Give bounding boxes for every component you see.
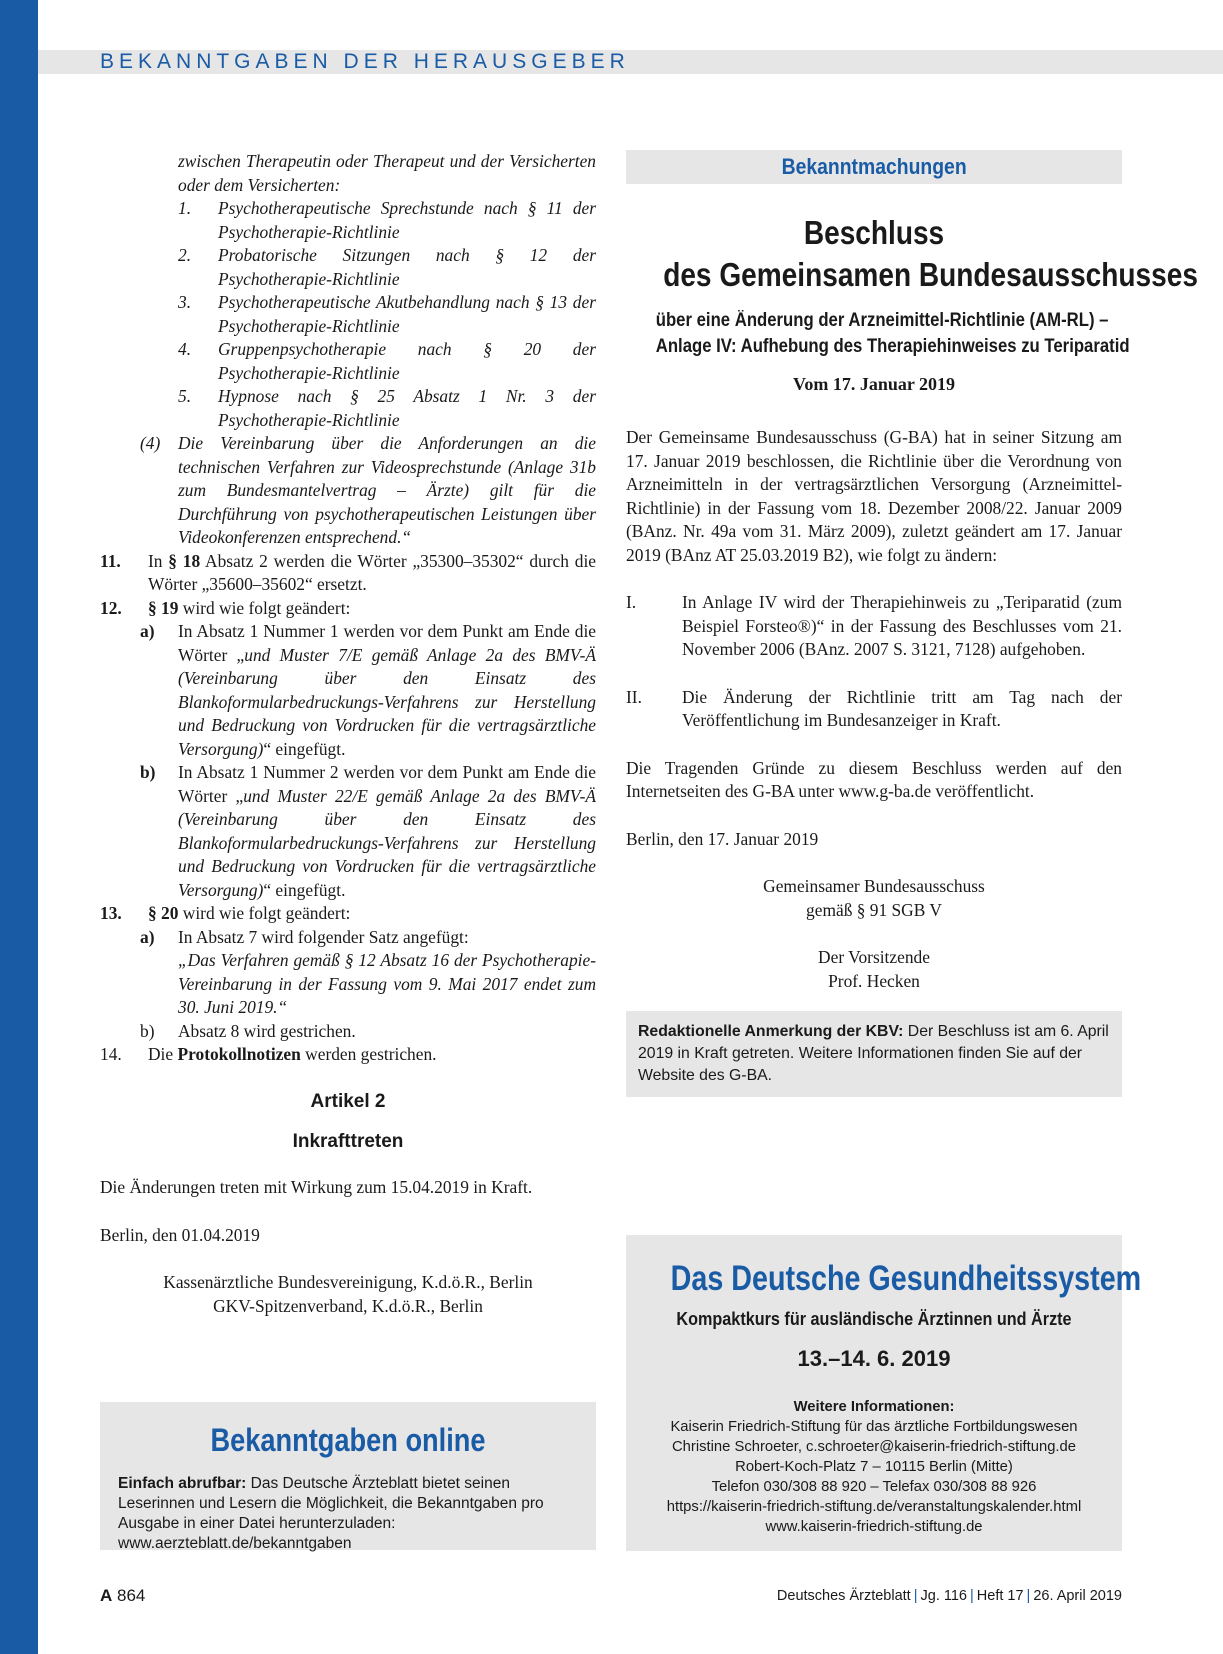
- course-info: Weitere Informationen: Kaiserin Friedrich-Stiftung für das ärztliche Fortbildungswesen Christine Schroeter, c.schroeter@kaiserin-friedrich-stiftung.de Robert-Koch-Platz 7 – 10115 Berlin (Mitte) Telefon 030/308 88 920 – Telefax 030/308 88 926 https://kaiserin-friedrich-stiftung.de/veranstaltungskalender.html www.kaiserin-friedrich-stiftung.de: [666, 1399, 1082, 1535]
- course-subtitle: Kompaktkurs für ausländische Ärztinnen und Ärzte: [676, 1309, 1072, 1329]
- page-number: A 864: [100, 1586, 146, 1605]
- resolution-subtitle-2: Anlage IV: Aufhebung des Therapiehinweises zu Teriparatid: [655, 336, 1130, 357]
- list-item: 2. Probatorische Sitzungen nach § 12 der Psychotherapie-Richtlinie: [178, 245, 596, 289]
- resolution-point-1: I. In Anlage IV wird der Therapiehinweis zu „Teriparatid (zum Beispiel Forsteo®)“ in der Fassung des Beschlusses vom 21. November 2006 (BAnz. 2007 S. 3121, 7128) aufgehoben.: [626, 592, 1122, 659]
- signature-gkv: GKV-Spitzenverband, K.d.ö.R., Berlin: [213, 1295, 483, 1316]
- course-title: Das Deutsche Gesundheitssystem: [670, 1259, 1142, 1298]
- editorial-note: Redaktionelle Anmerkung der KBV: Der Beschluss ist am 6. April 2019 in Kraft getreten. Weitere Informationen finden Sie auf der Website des G-BA.: [626, 1011, 1122, 1097]
- article-subtitle: Inkrafttreten: [292, 1130, 404, 1152]
- section-label: Bekanntmachungen: [781, 154, 967, 180]
- signature-name: Prof. Hecken: [828, 970, 920, 991]
- journal-info: Deutsches Ärzteblatt | Jg. 116 | Heft 17 | 26. April 2019: [776, 1588, 1122, 1604]
- resolution-subtitle-1: über eine Änderung der Arzneimittel-Richtlinie (AM-RL) –: [655, 310, 1109, 331]
- right-column: [626, 150, 1198, 1097]
- left-color-bar: [0, 0, 38, 1654]
- resolution-date: Vom 17. Januar 2019: [792, 374, 956, 394]
- online-text: Einfach abrufbar: Das Deutsche Ärzteblatt bietet seinen Leserinnen und Lesern die Möglichkeit, die Bekanntgaben pro Ausgabe in einer Datei herunterzuladen: www.aerzteblatt.de/bekanntgaben: [118, 1475, 544, 1552]
- item-12a: a) In Absatz 1 Nummer 1 werden vor dem Punkt am Ende die Wörter „und Muster 7/E gemäß Anlage 2a des BMV-Ä (Vereinbarung über den Einsatz des Blankoformularbedruckungs-Verfahrens zur Herstellung und Bedruckung von Vordrucken für die vertragsärztliche Versorgung)“ eingefügt.: [140, 621, 596, 759]
- item-13a: a) In Absatz 7 wird folgender Satz angefügt: „Das Verfahren gemäß § 12 Absatz 16 der Psychotherapie-Vereinbarung in der Fassung vom 9. Mai 2017 endet zum 30. Juni 2019.“: [140, 926, 596, 1017]
- place-date: Berlin, den 01.04.2019: [100, 1224, 260, 1245]
- reasons-text: Die Tragenden Gründe zu diesem Beschluss werden auf den Internetseiten des G-BA unter www.g-ba.de veröffentlicht.: [626, 757, 1122, 801]
- paragraph-4: (4) Die Vereinbarung über die Anforderungen an die technischen Verfahren zur Videosprechstunde (Anlage 31b zum Bundesmantelvertrag – Ärzte) gilt für die Durchführung von psychotherapeutischen Leistungen über Videokonferenzen entsprechend.“: [140, 433, 596, 547]
- item-13: 13. § 20 wird wie folgt geändert:: [100, 903, 351, 923]
- left-closing: [100, 1176, 596, 1318]
- section-bar: [626, 150, 1122, 184]
- place-date-right: Berlin, den 17. Januar 2019: [626, 828, 819, 849]
- list-item: 1. Psychotherapeutische Sprechstunde nach § 11 der Psychotherapie-Richtlinie: [178, 198, 596, 242]
- section-header: BEKANNTGABEN DER HERAUSGEBER: [100, 50, 630, 73]
- resolution-body: Der Gemeinsame Bundesausschuss (G-BA) hat in seiner Sitzung am 17. Januar 2019 beschlossen, die Richtlinie über die Verordnung von Arzneimitteln in der vertragsärztlichen Versorgung (Arzneimittel-Richtlinie) in der Fassung vom 18. Dezember 2008/22. Januar 2009 (BAnz. Nr. 49a vom 31. März 2009), zuletzt geändert am 17. Januar 2019 (BAnz AT 25.03.2019 B2), wie folgt zu ändern:: [626, 427, 1122, 565]
- article-title: Artikel 2: [310, 1090, 386, 1112]
- effect-text: Die Änderungen treten mit Wirkung zum 15.04.2019 in Kraft.: [100, 1177, 533, 1197]
- resolution-title: Beschluss: [803, 214, 945, 251]
- item-12: 12. § 19 wird wie folgt geändert:: [100, 597, 351, 618]
- resolution-title-2: des Gemeinsamen Bundesausschusses: [663, 256, 1198, 293]
- signature-kbv: Kassenärztliche Bundesvereinigung, K.d.ö.R., Berlin: [163, 1272, 533, 1292]
- item-13b: b) Absatz 8 wird gestrichen.: [140, 1020, 356, 1041]
- online-title: Bekanntgaben online: [210, 1422, 486, 1458]
- signature-gba: Gemeinsamer Bundesausschuss: [763, 876, 985, 896]
- item-11: 11. In § 18 Absatz 2 werden die Wörter „35300–35302“ durch die Wörter „35600–35602“ ersetzt.: [100, 550, 596, 594]
- item-14: 14. Die Protokollnotizen werden gestrichen.: [100, 1044, 437, 1064]
- signature-role: Der Vorsitzende: [818, 947, 930, 967]
- list-item: 5. Hypnose nach § 25 Absatz 1 Nr. 3 der Psychotherapie-Richtlinie: [178, 386, 596, 430]
- signature-gba-law: gemäß § 91 SGB V: [806, 899, 942, 920]
- online-box: [100, 1402, 596, 1550]
- list-item: 3. Psychotherapeutische Akutbehandlung nach § 13 der Psychotherapie-Richtlinie: [178, 292, 596, 336]
- course-box: [626, 1235, 1142, 1551]
- resolution-point-2: II. Die Änderung der Richtlinie tritt am Tag nach der Veröffentlichung im Bundesanzeiger in Kraft.: [626, 686, 1122, 730]
- list-item: 4. Gruppenpsychotherapie nach § 20 der Psychotherapie-Richtlinie: [178, 339, 596, 383]
- course-date: 13.–14. 6. 2019: [797, 1346, 951, 1371]
- item-12b: b) In Absatz 1 Nummer 2 werden vor dem Punkt am Ende die Wörter „und Muster 22/E gemäß Anlage 2a des BMV-Ä (Vereinbarung über den Einsatz des Blankoformularbedruckungs-Verfahrens zur Herstellung und Bedruckung von Vordrucken für die vertragsärztliche Versorgung)“ eingefügt.: [140, 762, 596, 900]
- left-column: [100, 150, 596, 1155]
- intro-text: zwischen Therapeutin oder Therapeut und der Versicherten oder dem Versicherten:: [178, 151, 596, 195]
- therapy-list: [178, 197, 596, 432]
